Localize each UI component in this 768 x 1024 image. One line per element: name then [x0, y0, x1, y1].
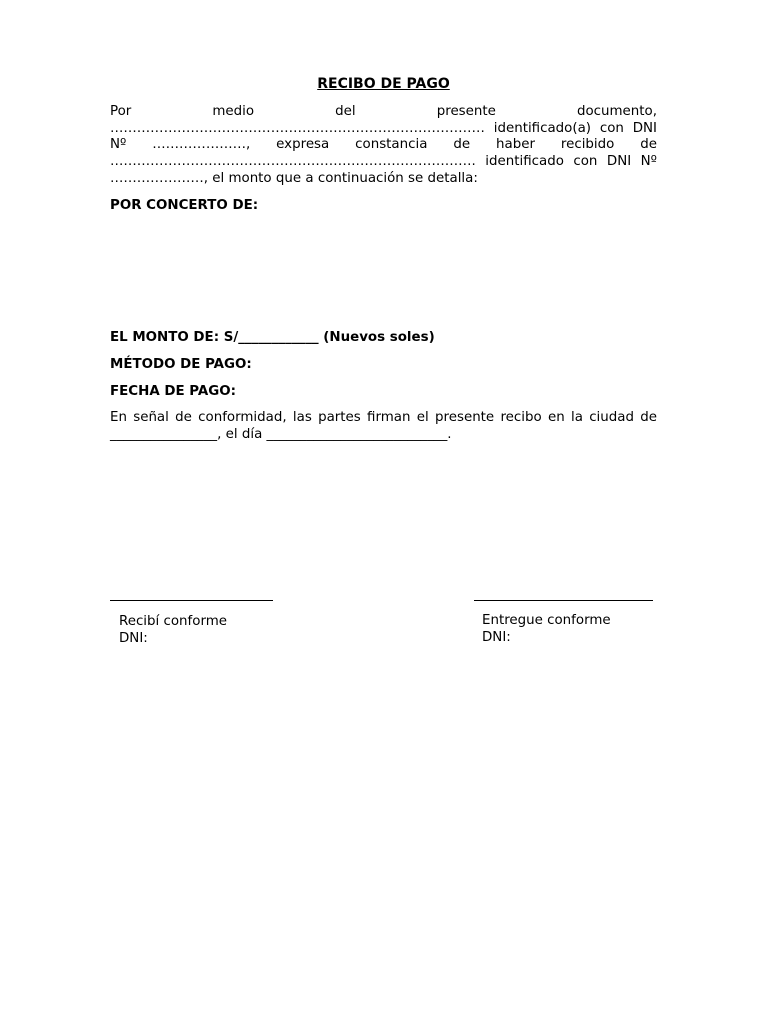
left-signature-title: Recibí conforme: [119, 614, 228, 629]
right-signature-dni: DNI:: [482, 629, 511, 645]
left-signature-dni: DNI:: [119, 630, 148, 646]
metodo-pago-label: MÉTODO DE PAGO:: [110, 357, 252, 372]
right-signature-line: [474, 600, 653, 601]
left-signature-line: [110, 600, 273, 601]
intro-paragraph: Por medio del presente documento, ………………………………………………………………………… identificado(a) con DNI Nº …………………, expresa constancia de haber recibido de ………………………………………………………………………. identificado con DNI Nº …………………, el monto que a continuación se detalla:: [110, 104, 657, 186]
right-signature-title: Entregue conforme: [482, 613, 611, 628]
left-signature-block: [119, 614, 227, 647]
closing-paragraph: En señal de conformidad, las partes firman el presente recibo en la ciudad de ________________, el día ___________________________.: [110, 410, 657, 442]
document-title: RECIBO DE PAGO: [317, 76, 450, 92]
monto-label: EL MONTO DE: S/____________ (Nuevos soles): [110, 330, 435, 345]
fecha-pago-label: FECHA DE PAGO:: [110, 384, 236, 399]
concepto-label: POR CONCERTO DE:: [110, 198, 259, 213]
right-signature-block: [482, 613, 611, 646]
